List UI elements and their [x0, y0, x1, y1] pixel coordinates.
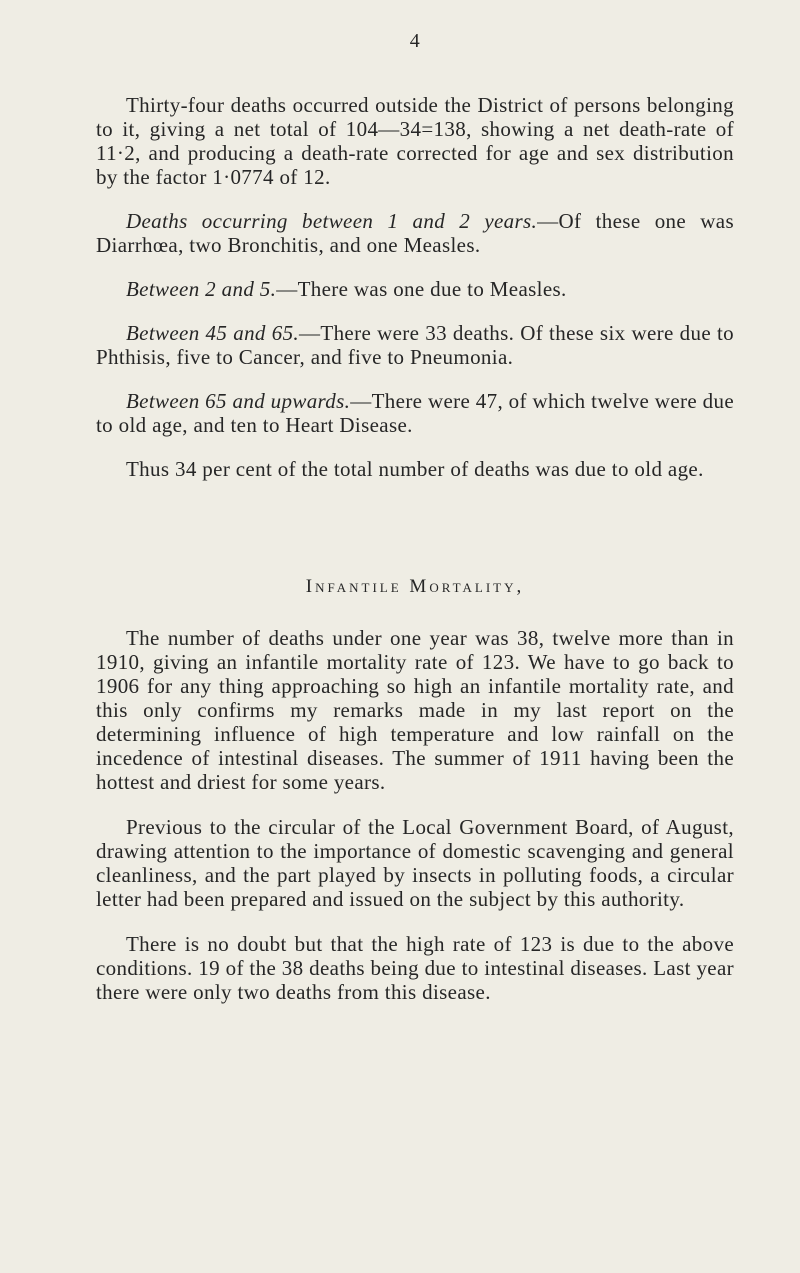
paragraph-high-rate-conditions: There is no doubt but that the high rate of 123 is due to the above conditions. 19 of the 38 deaths being due to intestinal diseases. Last year there were only two deaths from this disease. — [96, 932, 734, 1004]
run-in-heading: Between 65 and upwards. — [126, 389, 351, 413]
section-heading-infantile-mortality: Infantile Mortality, — [305, 576, 525, 597]
paragraph-infantile-rate: The number of deaths under one year was 38, twelve more than in 1910, giving an infantile mortality rate of 123. We have to go back to 1906 for any thing approaching so high an infantile mortality rate, and this only confirms my remarks made in my last report on the determining influence of high temperature and low rainfall on the incedence of intestinal diseases. The summer of 1911 having been the hottest and driest for some years. — [96, 626, 734, 794]
paragraph-lgb-circular: Previous to the circular of the Local Government Board, of August, drawing attention to the importance of domestic scavenging and general cleanliness, and the part played by insects in polluting foods, a circular letter had been prepared and issued on the subject by this authority. — [96, 815, 734, 911]
paragraph-deaths-1-2-years — [96, 209, 734, 257]
page-number: 4 — [409, 30, 421, 52]
paragraph-outside-deaths: Thirty-four deaths occurred outside the District of persons belonging to it, giving a net total of 104—34=138, showing a net death-rate of 11·2, and producing a death-rate corrected for age and sex distribution by the factor 1·0774 of 12. — [96, 93, 734, 189]
paragraph-text: —There was one due to Measles. — [276, 277, 567, 301]
paragraph-text: —Of these one was Diarrhœa, two Bronchitis, and one Measles. — [96, 209, 734, 257]
paragraph-old-age-summary: Thus 34 per cent of the total number of deaths was due to old age. — [126, 457, 704, 481]
paragraph-text: —There were 47, of which twelve were due to old age, and ten to Heart Disease. — [96, 389, 734, 437]
run-in-heading: Deaths occurring between 1 and 2 years. — [126, 209, 538, 233]
paragraph-deaths-45-65 — [96, 321, 734, 369]
paragraph-deaths-65-upwards — [96, 389, 734, 437]
run-in-heading: Between 45 and 65. — [126, 321, 300, 345]
run-in-heading: Between 2 and 5. — [126, 277, 277, 301]
paragraph-text: —There were 33 deaths. Of these six were due to Phthisis, five to Cancer, and five to Pneumonia. — [96, 321, 734, 369]
paragraph-deaths-2-5 — [96, 277, 734, 301]
